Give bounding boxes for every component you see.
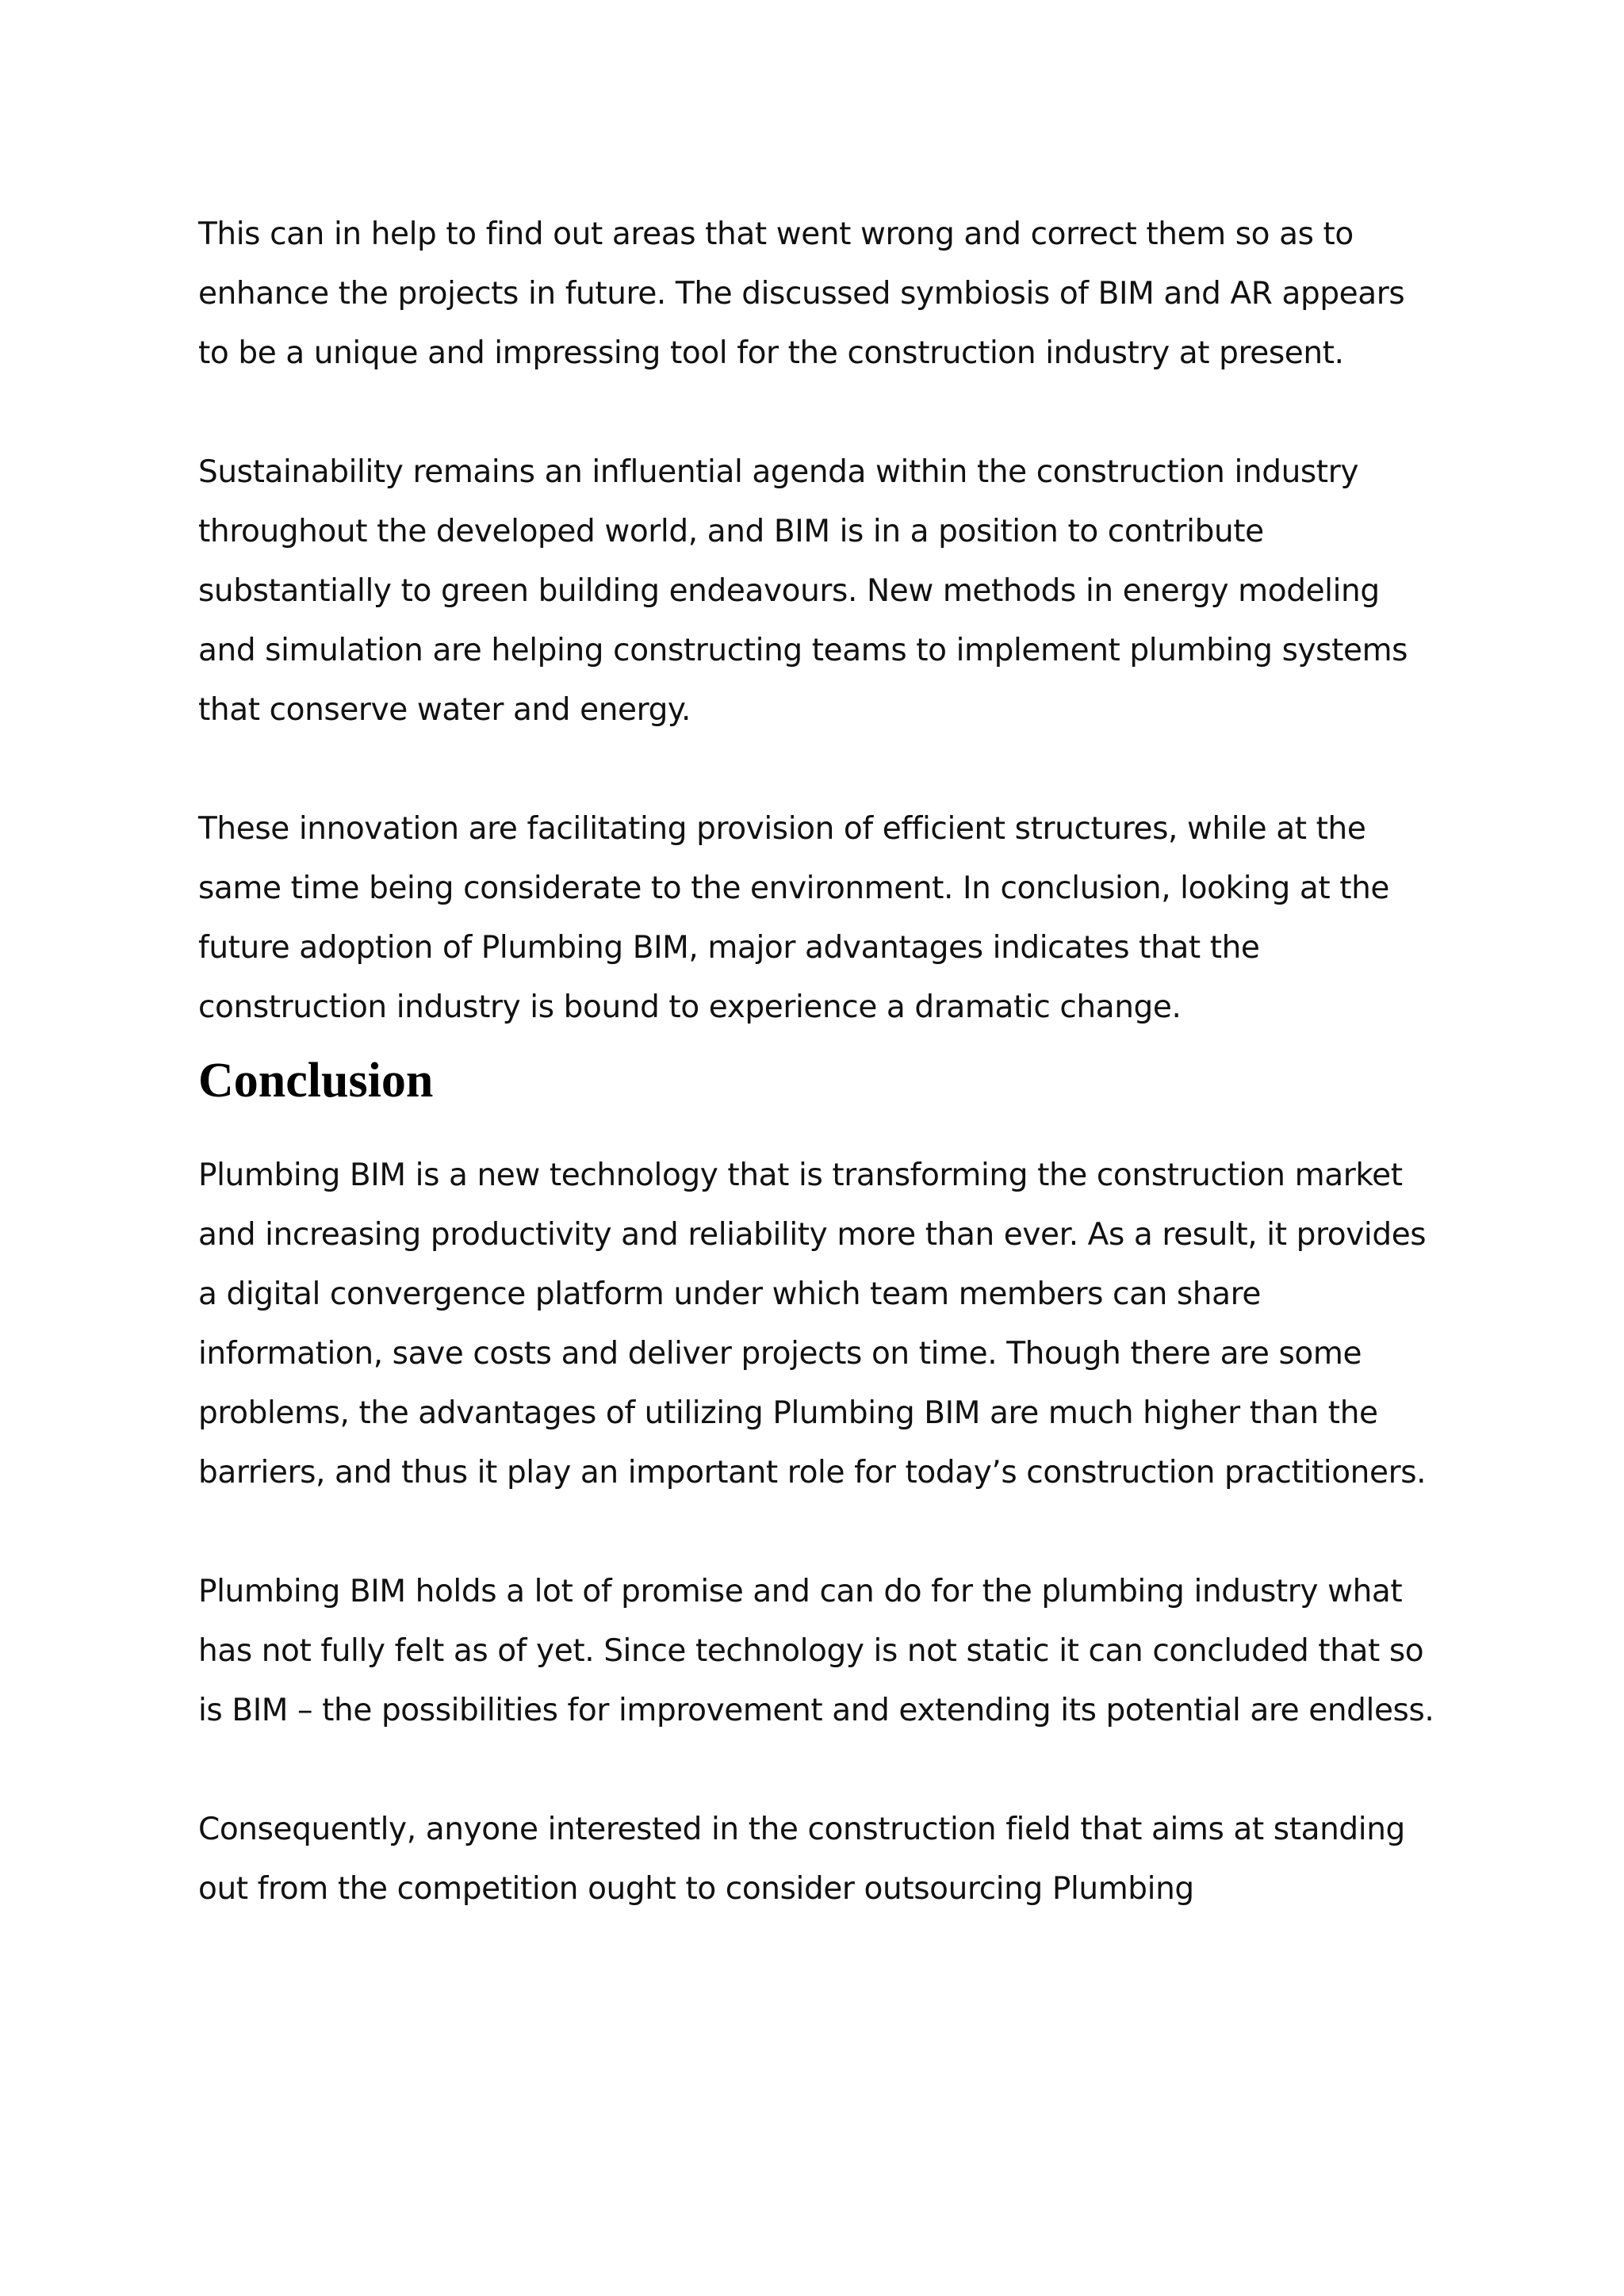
section-heading-conclusion: Conclusion [198,1054,434,1108]
paragraph-sustainability: Sustainability remains an influential agenda within the construction industry throughout the developed world, and BIM is in a position to contribute substantially to green building endeavours. New methods in energy modeling and simulation are helping constructing teams to implement plumbing systems that conserve water and energy. [198,454,1408,728]
paragraph-conclusion-overview: Plumbing BIM is a new technology that is transforming the construction market and increasing productivity and reliability more than ever. As a result, it provides a digital convergence platform under which team members can share information, save costs and deliver projects on time. Though there are some problems, the advantages of utilizing Plumbing BIM are much higher than the barriers, and thus it play an important role for today’s construction practitioners. [198,1158,1427,1490]
paragraph-conclusion-promise: Plumbing BIM holds a lot of promise and can do for the plumbing industry what has not fully felt as of yet. Since technology is not static it can concluded that so is BIM – the possibilities for improvement and extending its potential are endless. [198,1574,1434,1728]
paragraph-ar-symbiosis: This can in help to find out areas that went wrong and correct them so as to enhance the projects in future. The discussed symbiosis of BIM and AR appears to be a unique and impressing tool for the construction industry at present. [198,216,1405,371]
paragraph-innovation: These innovation are facilitating provision of efficient structures, while at the same time being considerate to the environment. In conclusion, looking at the future adoption of Plumbing BIM, major advantages indicates that the construction industry is bound to experience a dramatic change. [198,811,1390,1025]
document-body [198,205,1435,1978]
paragraph-conclusion-outsourcing: Consequently, anyone interested in the construction field that aims at standing out from the competition ought to consider outsourcing Plumbing [198,1812,1405,1907]
